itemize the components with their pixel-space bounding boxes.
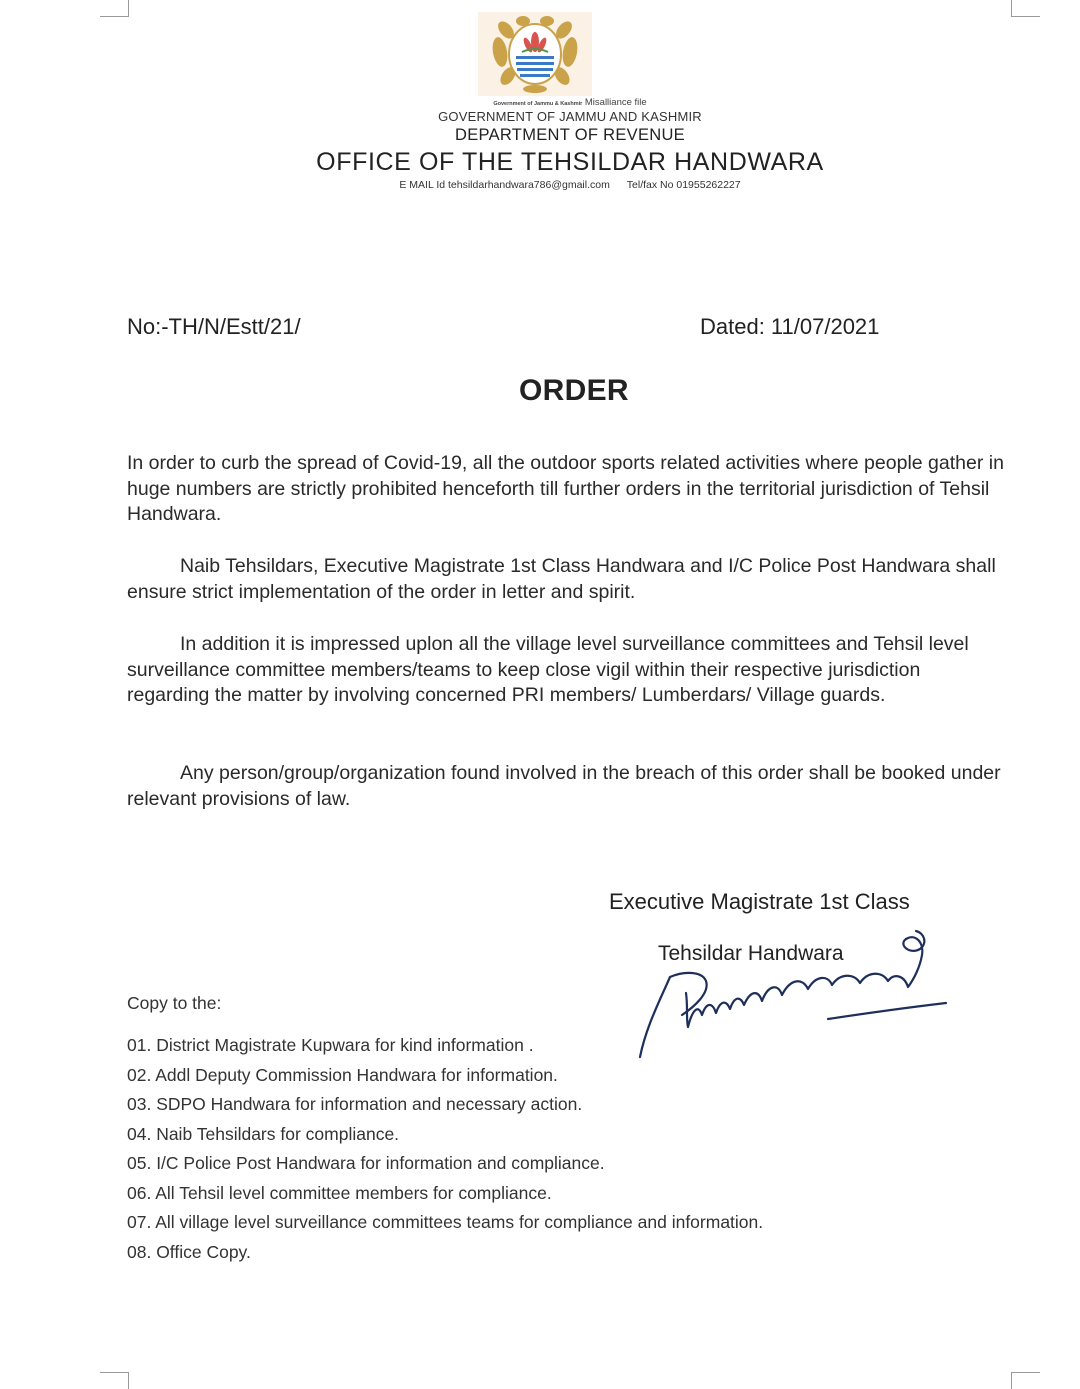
government-name: GOVERNMENT OF JAMMU AND KASHMIR [438, 109, 702, 124]
crop-mark-bottom-left [100, 1372, 129, 1389]
list-item: 06. All Tehsil level committee members for compliance. [127, 1182, 552, 1203]
department-name: DEPARTMENT OF REVENUE [454, 126, 685, 144]
list-item: 01. District Magistrate Kupwara for kind information . [127, 1035, 534, 1055]
list-item: 03. SDPO Handwara for information and necessary action. [127, 1094, 583, 1114]
paragraph-4: Any person/group/organization found involved in the breach of this order shall be booked under relevant provisions of law. [127, 762, 1001, 810]
paragraph-3: In addition it is impressed uplon all the village level surveillance committees and Tehsil level surveillance committee members/teams to keep close vigil within their respective jurisdiction regarding the matter by involving concerned PRI members/ Lumberdars/ Village guards. [127, 633, 969, 707]
jammu-kashmir-emblem-icon [478, 12, 592, 96]
list-item: 07. All village level surveillance committees teams for compliance and information. [127, 1212, 764, 1232]
letterhead-caption-file: Misalliance file [584, 97, 647, 108]
crop-mark-bottom-right [1011, 1372, 1040, 1389]
signatory-name: Tehsildar Handwara [658, 942, 844, 965]
order-number: No:-TH/N/Estt/21/ [127, 314, 301, 339]
paragraph-1: In order to curb the spread of Covid-19, all the outdoor sports related activities where people gather in huge numbers are strictly prohibited henceforth till further orders in the territorial jurisdiction of Tehsil Handwara. [127, 452, 1004, 526]
list-item: 05. I/C Police Post Handwara for information and compliance. [127, 1153, 605, 1173]
list-item: 04. Naib Tehsildars for compliance. [127, 1123, 400, 1144]
tel-fax-number: Tel/fax No 01955262227 [626, 179, 741, 191]
signatory-title: Executive Magistrate 1st Class [609, 889, 910, 914]
page-title: ORDER [519, 374, 629, 407]
letterhead-caption-government: Government of Jammu & Kashmir [493, 101, 583, 107]
crop-mark-top-left [100, 0, 129, 17]
list-item: 02. Addl Deputy Commission Handwara for information. [127, 1064, 558, 1085]
contact-line [0, 179, 1080, 191]
paragraph-2: Naib Tehsildars, Executive Magistrate 1st Class Handwara and I/C Police Post Handwara shall ensure strict implementation of the order in letter and spirit. [127, 555, 996, 603]
list-item: 08. Office Copy. [127, 1241, 251, 1262]
copy-to-list [127, 1031, 763, 1267]
office-name: OFFICE OF THE TEHSILDAR HANDWARA [316, 148, 824, 176]
copy-to-heading: Copy to the: [127, 993, 222, 1013]
order-date: Dated: 11/07/2021 [700, 314, 880, 339]
crop-mark-top-right [1011, 0, 1040, 17]
letterhead-caption [0, 97, 1080, 108]
email-address: E MAIL Id tehsildarhandwara786@gmail.com [399, 179, 610, 191]
